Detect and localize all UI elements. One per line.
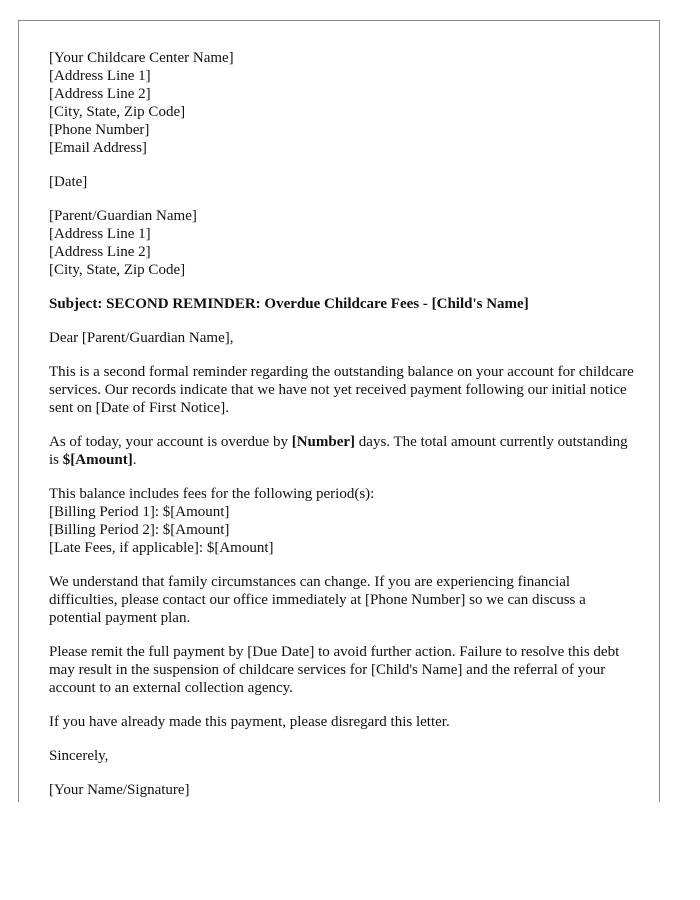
letter-date <box>49 173 639 191</box>
recipient-city-state-zip: [City, State, Zip Code] <box>49 262 186 278</box>
letter-page <box>18 20 660 802</box>
sender-address-line-2: [Address Line 2] <box>49 86 151 102</box>
closing: Sincerely, <box>49 748 109 764</box>
overdue-text-middle: days. The total amount currently outstanding is <box>49 434 628 468</box>
outstanding-amount: $[Amount] <box>62 452 133 468</box>
balance-item: [Billing Period 2]: $[Amount] <box>49 522 230 538</box>
paragraph-reminder: This is a second formal reminder regarding the outstanding balance on your account for childcare services. Our records indicate that we have not yet received payment following our initial notice sent on [Date of First Notice]. <box>49 364 634 416</box>
overdue-text-end: . <box>132 452 137 468</box>
balance-intro: This balance includes fees for the following period(s): <box>49 486 375 502</box>
sender-address <box>49 49 639 157</box>
sender-name: [Your Childcare Center Name] <box>49 50 234 66</box>
subject-text: Subject: SECOND REMINDER: Overdue Childcare Fees - [Child's Name] <box>49 296 529 312</box>
sender-email: [Email Address] <box>49 140 147 156</box>
paragraph-disregard: If you have already made this payment, please disregard this letter. <box>49 714 450 730</box>
paragraph-hardship: We understand that family circumstances can change. If you are experiencing financial difficulties, please contact our office immediately at [Phone Number] so we can discuss a potential payment plan. <box>49 574 586 626</box>
recipient-address <box>49 207 639 279</box>
sender-phone: [Phone Number] <box>49 122 150 138</box>
recipient-name: [Parent/Guardian Name] <box>49 208 197 224</box>
paragraph-due-date: Please remit the full payment by [Due Date] to avoid further action. Failure to resolve this debt may result in the suspension of childcare services for [Child's Name] and the referral of your account to an external collection agency. <box>49 644 620 696</box>
balance-item: [Billing Period 1]: $[Amount] <box>49 504 230 520</box>
date-text: [Date] <box>49 174 88 190</box>
balance-breakdown <box>49 485 639 557</box>
subject-line <box>49 295 639 313</box>
balance-item: [Late Fees, if applicable]: $[Amount] <box>49 540 274 556</box>
sender-address-line-1: [Address Line 1] <box>49 68 151 84</box>
recipient-address-line-2: [Address Line 2] <box>49 244 151 260</box>
sender-city-state-zip: [City, State, Zip Code] <box>49 104 186 120</box>
signature: [Your Name/Signature] <box>49 782 190 798</box>
overdue-text-start: As of today, your account is overdue by <box>49 434 292 450</box>
recipient-address-line-1: [Address Line 1] <box>49 226 151 242</box>
overdue-days: [Number] <box>291 434 356 450</box>
salutation: Dear [Parent/Guardian Name], <box>49 330 234 346</box>
letter-body <box>49 49 639 815</box>
paragraph-overdue <box>49 433 639 469</box>
